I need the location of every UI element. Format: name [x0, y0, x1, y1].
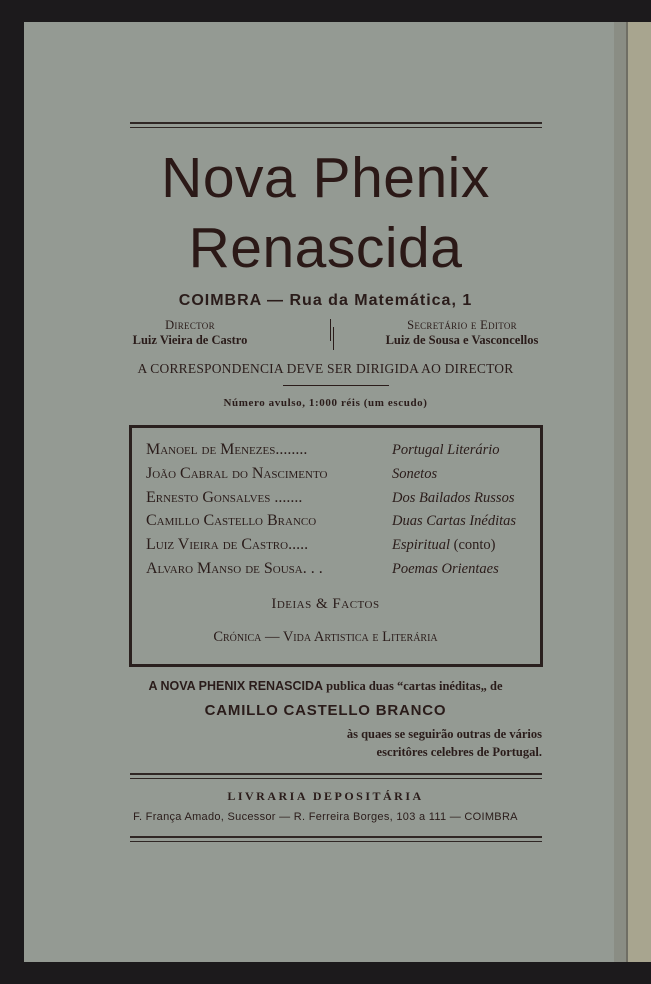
- contents-author: Alvaro Manso de Sousa. . .: [146, 560, 323, 577]
- notice-line-1: [0, 679, 651, 694]
- contents-author: Ernesto Gonsalves .......: [146, 489, 303, 506]
- price-note: Número avulso, 1:000 réis (um escudo): [223, 397, 428, 409]
- contents-author: João Cabral do Nascimento: [146, 465, 328, 482]
- publisher-line: F. França Amado, Sucessor — R. Ferreira Borges, 103 a 111 — COIMBRA: [133, 811, 518, 823]
- contents-author: Luiz Vieira de Castro.....: [146, 536, 309, 553]
- contents-work: [392, 537, 496, 554]
- contents-work: Dos Bailados Russos: [392, 490, 515, 506]
- contents-work: Sonetos: [392, 466, 438, 482]
- livraria-heading: LIVRARIA DEPOSITÁRIA: [227, 789, 424, 803]
- notice-author: CAMILLO CASTELLO BRANCO: [204, 702, 447, 719]
- work-title: Espiritual: [392, 537, 451, 553]
- address-line: COIMBRA — Rua da Matemática, 1: [178, 292, 473, 309]
- contents-row: [146, 560, 546, 582]
- cronica-line: Crónica — Vida Artistica e Literária: [213, 629, 438, 645]
- title-line-2: Renascida: [188, 216, 463, 280]
- contents-author: Manoel de Menezes........: [146, 441, 308, 458]
- title-line-1: Nova Phenix: [161, 146, 490, 210]
- short-rule: [283, 385, 389, 386]
- director-block: [130, 318, 250, 348]
- correspondence-note: A CORRESPONDENCIA DEVE SER DIRIGIDA AO DIRECTOR: [137, 361, 514, 376]
- notice-text: publica duas “cartas inéditas„ de: [323, 679, 503, 693]
- contents-row: [146, 441, 546, 463]
- ornament-divider: [328, 319, 336, 350]
- mid-double-rule: [130, 773, 542, 779]
- contents-row: [146, 489, 546, 511]
- ideias-factos: Ideias & Factos: [271, 596, 380, 612]
- notice-line-4: escritôres celebres de Portugal.: [376, 745, 542, 759]
- top-double-rule: [130, 122, 542, 128]
- director-name: Luiz Vieira de Castro: [132, 333, 248, 347]
- bottom-double-rule: [130, 836, 542, 842]
- notice-title: A NOVA PHENIX RENASCIDA: [148, 679, 323, 693]
- secretary-block: [362, 318, 562, 348]
- contents-row: [146, 512, 546, 534]
- secretary-label: Secretário e Editor: [407, 318, 517, 332]
- notice-line-3: às quaes se seguirão outras de vários: [346, 727, 542, 741]
- secretary-name: Luiz de Sousa e Vasconcellos: [385, 333, 539, 347]
- contents-row: [146, 536, 546, 558]
- contents-author: Camillo Castello Branco: [146, 512, 317, 529]
- contents-row: [146, 465, 546, 487]
- director-label: Director: [165, 318, 215, 332]
- contents-work: Duas Cartas Inéditas: [392, 513, 517, 529]
- contents-work: Poemas Orientaes: [392, 561, 499, 577]
- contents-work: Portugal Literário: [392, 442, 500, 458]
- work-note: (conto): [453, 537, 496, 553]
